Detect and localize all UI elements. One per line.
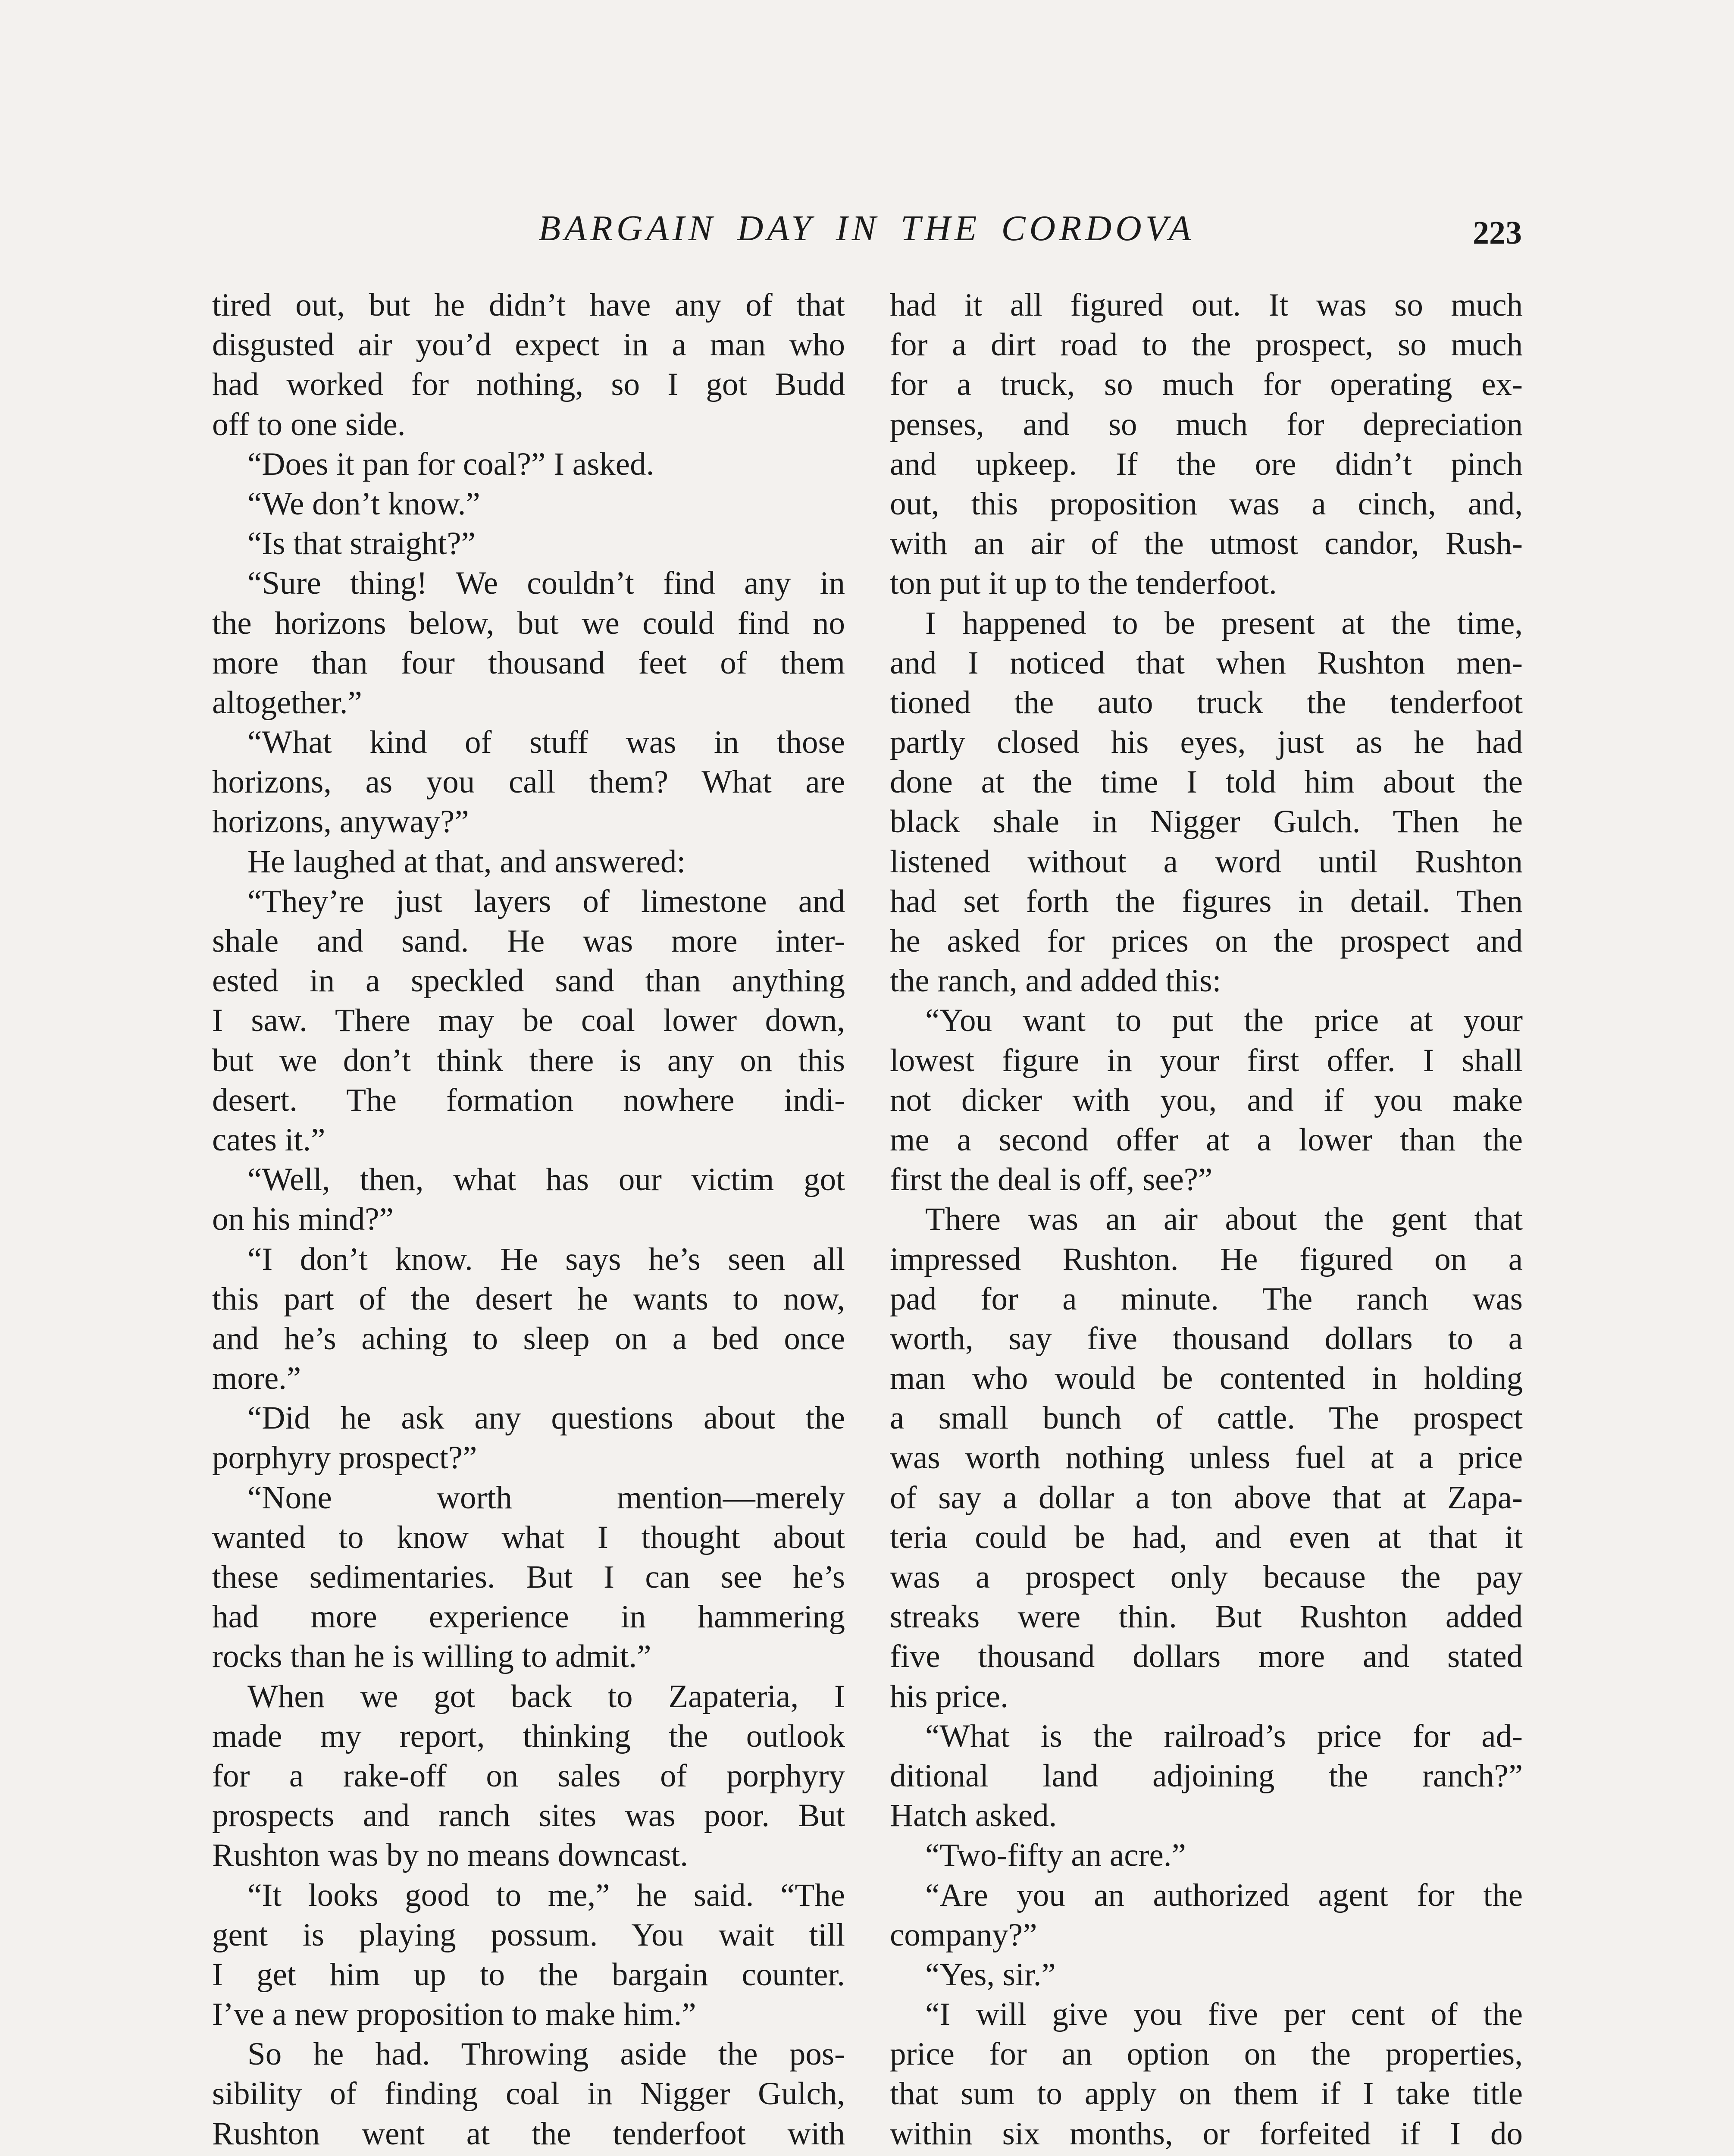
text-line: Rushton was by no means downcast. bbox=[212, 1837, 689, 1874]
text-line: first the deal is off, see?” bbox=[890, 1162, 1213, 1198]
text-line: this part of the desert he wants to now, bbox=[212, 1281, 845, 1317]
text-line: I get him up to the bargain counter. bbox=[212, 1956, 845, 1993]
text-line: off to one side. bbox=[212, 406, 406, 442]
text-line: was a prospect only because the pay bbox=[890, 1559, 1523, 1595]
text-line bbox=[212, 2154, 845, 2156]
text-line: streaks were thin. But Rushton added bbox=[890, 1599, 1523, 1635]
running-title: BARGAIN DAY IN THE CORDOVA bbox=[538, 208, 1195, 248]
text-line: He laughed at that, and answered: bbox=[247, 843, 686, 880]
text-line: within six months, or forfeited if I do bbox=[890, 2115, 1523, 2152]
text-line: a small bunch of cattle. The prospect bbox=[890, 1400, 1523, 1436]
text-line: and I noticed that when Rushton men- bbox=[890, 645, 1523, 681]
text-line: altogether.” bbox=[212, 684, 362, 721]
text-line: but we don’t think there is any on this bbox=[212, 1042, 845, 1078]
text-line: Rushton went at the tenderfoot with bbox=[212, 2115, 845, 2152]
text-line: more.” bbox=[212, 1360, 301, 1397]
text-line: Hatch asked. bbox=[890, 1798, 1057, 1834]
text-line: had it all figured out. It was so much bbox=[890, 287, 1523, 323]
text-line: the horizons below, but we could find no bbox=[212, 605, 845, 641]
text-line: rocks than he is willing to admit.” bbox=[212, 1639, 651, 1675]
text-line: So he had. Throwing aside the pos- bbox=[247, 2036, 845, 2072]
text-line: “I will give you five per cent of the bbox=[925, 1996, 1523, 2033]
text-line: for a truck, so much for operating ex- bbox=[890, 367, 1523, 403]
text-line: When we got back to Zapateria, I bbox=[247, 1678, 845, 1714]
text-line: “They’re just layers of limestone and bbox=[247, 883, 845, 919]
text-line: for a dirt road to the prospect, so much bbox=[890, 327, 1523, 363]
text-line: made my report, thinking the outlook bbox=[212, 1718, 845, 1754]
text-line: porphyry prospect?” bbox=[212, 1440, 477, 1476]
text-line: had worked for nothing, so I got Budd bbox=[212, 367, 845, 403]
text-line: I’ve a new proposition to make him.” bbox=[212, 1996, 696, 2033]
text-line: company?” bbox=[890, 1917, 1037, 1953]
text-line: tired out, but he didn’t have any of that bbox=[212, 287, 845, 323]
text-line: teria could be had, and even at that it bbox=[890, 1519, 1523, 1555]
text-line: that sum to apply on them if I take title bbox=[890, 2076, 1523, 2112]
text-line: on his mind?” bbox=[212, 1201, 394, 1238]
text-line: and upkeep. If the ore didn’t pinch bbox=[890, 446, 1523, 482]
text-line: horizons, anyway?” bbox=[212, 804, 469, 840]
text-line: pad for a minute. The ranch was bbox=[890, 1281, 1523, 1317]
text-line: price for an option on the properties, bbox=[890, 2036, 1523, 2072]
text-line: was worth nothing unless fuel at a price bbox=[890, 1440, 1523, 1476]
text-line: his price. bbox=[890, 1678, 1008, 1714]
text-line: me a second offer at a lower than the bbox=[890, 1122, 1523, 1158]
text-line: “None worth mention—merely bbox=[247, 1479, 845, 1516]
text-line: “We don’t know.” bbox=[247, 486, 480, 522]
text-line: “Two-fifty an acre.” bbox=[925, 1837, 1186, 1874]
text-line: the ranch, and added this: bbox=[890, 963, 1221, 999]
text-line: I happened to be present at the time, bbox=[925, 605, 1523, 641]
page-number: 223 bbox=[1473, 215, 1522, 251]
text-line: “Well, then, what has our victim got bbox=[247, 1162, 845, 1198]
text-line: penses, and so much for depreciation bbox=[890, 406, 1523, 442]
text-line: gent is playing possum. You wait till bbox=[212, 1917, 845, 1953]
text-line: I saw. There may be coal lower down, bbox=[212, 1003, 845, 1039]
text-line: out, this proposition was a cinch, and, bbox=[890, 486, 1523, 522]
text-line: prospects and ranch sites was poor. But bbox=[212, 1798, 845, 1834]
text-line: ton put it up to the tenderfoot. bbox=[890, 565, 1277, 602]
text-line: of say a dollar a ton above that at Zapa- bbox=[890, 1479, 1523, 1516]
text-line: done at the time I told him about the bbox=[890, 764, 1523, 800]
text-line bbox=[890, 2154, 1523, 2156]
text-line: “I don’t know. He says he’s seen all bbox=[247, 1241, 845, 1277]
text-line: had set forth the figures in detail. Then bbox=[890, 883, 1523, 919]
text-line: “It looks good to me,” he said. “The bbox=[247, 1877, 845, 1913]
right-column bbox=[890, 285, 1523, 2156]
text-line: “Did he ask any questions about the bbox=[247, 1400, 845, 1436]
text-line: “Yes, sir.” bbox=[925, 1956, 1056, 1993]
text-line: desert. The formation nowhere indi- bbox=[212, 1082, 845, 1118]
text-line: horizons, as you call them? What are bbox=[212, 764, 845, 800]
text-line: wanted to know what I thought about bbox=[212, 1519, 845, 1555]
text-line: worth, say five thousand dollars to a bbox=[890, 1320, 1523, 1357]
text-line: with an air of the utmost candor, Rush- bbox=[890, 526, 1523, 562]
text-line: “Sure thing! We couldn’t find any in bbox=[247, 565, 845, 602]
text-line: for a rake-off on sales of porphyry bbox=[212, 1758, 845, 1794]
text-line: tioned the auto truck the tenderfoot bbox=[890, 684, 1523, 721]
text-line: “Does it pan for coal?” I asked. bbox=[247, 446, 654, 482]
text-line: disgusted air you’d expect in a man who bbox=[212, 327, 845, 363]
text-line: had more experience in hammering bbox=[212, 1599, 845, 1635]
text-line: “What is the railroad’s price for ad- bbox=[925, 1718, 1523, 1754]
text-line: impressed Rushton. He figured on a bbox=[890, 1241, 1523, 1277]
text-line: these sedimentaries. But I can see he’s bbox=[212, 1559, 845, 1595]
text-line: ested in a speckled sand than anything bbox=[212, 963, 845, 999]
text-line: ditional land adjoining the ranch?” bbox=[890, 1758, 1523, 1794]
text-line: cates it.” bbox=[212, 1122, 326, 1158]
text-line: more than four thousand feet of them bbox=[212, 645, 845, 681]
text-line: “What kind of stuff was in those bbox=[247, 724, 845, 761]
text-line: he asked for prices on the prospect and bbox=[890, 923, 1523, 959]
text-line: “You want to put the price at your bbox=[925, 1003, 1523, 1039]
text-line: five thousand dollars more and stated bbox=[890, 1639, 1523, 1675]
text-line: not dicker with you, and if you make bbox=[890, 1082, 1523, 1118]
text-line: lowest figure in your first offer. I shall bbox=[890, 1042, 1523, 1078]
text-line: man who would be contented in holding bbox=[890, 1360, 1523, 1397]
text-line: sibility of finding coal in Nigger Gulch, bbox=[212, 2076, 845, 2112]
text-line: There was an air about the gent that bbox=[925, 1201, 1523, 1238]
text-line: shale and sand. He was more inter- bbox=[212, 923, 845, 959]
left-column bbox=[212, 285, 845, 2156]
text-line: and he’s aching to sleep on a bed once bbox=[212, 1320, 845, 1357]
running-head bbox=[211, 203, 1522, 254]
text-line: “Are you an authorized agent for the bbox=[925, 1877, 1523, 1913]
text-line: partly closed his eyes, just as he had bbox=[890, 724, 1523, 761]
text-line: listened without a word until Rushton bbox=[890, 843, 1523, 880]
text-line: black shale in Nigger Gulch. Then he bbox=[890, 804, 1523, 840]
text-line: “Is that straight?” bbox=[247, 526, 476, 562]
